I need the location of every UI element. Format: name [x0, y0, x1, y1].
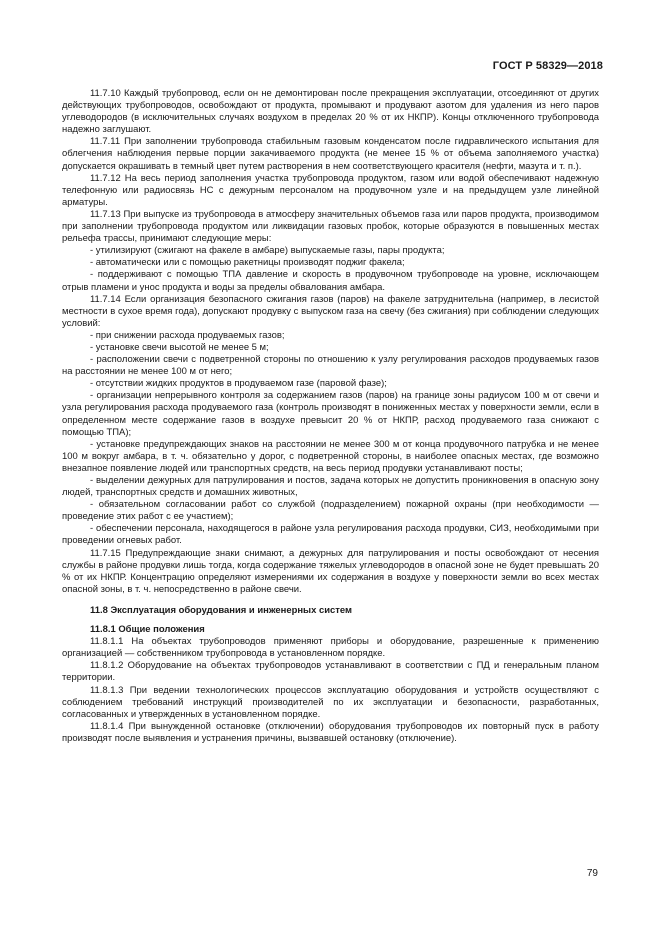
paragraph: 11.7.10 Каждый трубопровод, если он не демонтирован после прекращения эксплуатации, отсоединяют от других действующих трубопроводов, освобождают от продукта, промывают и продувают азотом для удаления из него паров углеводородов (в исключительных случаях воздухом в пределах 20 % от их НКПР). Концы отключенного трубопровода надежно заглушают.	[62, 88, 599, 136]
paragraph: 11.7.14 Если организация безопасного сжигания газов (паров) на факеле затруднительна (например, в лесистой местности в сухое время года), допускают продувку с выпуском газа на свечу (без сжигания) при соблюдении следующих условий:	[62, 293, 599, 329]
page-number: 79	[586, 868, 598, 879]
document-body	[62, 88, 599, 745]
list-item: - поддерживают с помощью ТПА давление и скорость в продувочном трубопроводе на уровне, исключающем отрыв пламени и унос продукта и воды за пределы обвалования амбара.	[62, 269, 599, 293]
list-item: - при снижении расхода продуваемых газов;	[90, 329, 285, 341]
list-item: - автоматически или с помощью ракетницы производят поджиг факела;	[90, 257, 405, 269]
section-heading: 11.8 Эксплуатация оборудования и инженерных систем	[90, 604, 353, 616]
paragraph: 11.8.1.3 При ведении технологических процессов эксплуатацию оборудования и устройств осуществляют с соблюдением требований инструкций производителей по их эксплуатации и безопасности, разработанных, согласованных и утвержденных в установленном порядке.	[62, 684, 599, 720]
list-item: - выделении дежурных для патрулирования и постов, задача которых не допустить проникновения в опасную зону людей, транспортных средств и домашних животных,	[62, 475, 599, 499]
list-item: - организации непрерывного контроля за содержанием газов (паров) на границе зоны радиусом 100 м от свечи и узла регулирования расхода продуваемого газа (контроль производят в пониженных местах у поверхности земли, если в определенном месте содержание газов в воздухе превысит 20 % от НКПР, расход продуваемого газа снижают с помощью ТПА);	[62, 390, 599, 438]
list-item: - обязательном согласовании работ со службой (подразделением) пожарной охраны (при необходимости — проведение этих работ с ее участием);	[62, 499, 599, 523]
list-item: - установке свечи высотой не менее 5 м;	[90, 341, 269, 353]
paragraph: 11.7.15 Предупреждающие знаки снимают, а дежурных для патрулирования и посты освобождают от несения службы в районе продувки лишь тогда, когда содержание тяжелых углеводородов в опасной зоне не будет превышать 20 % от их НКПР. Концентрацию определяют измерениями их содержания в воздухе у поверхности земли во всех местах опасной зоны, в т. ч. непосредственно в районе свечи.	[62, 547, 599, 595]
list-item: - отсутствии жидких продуктов в продуваемом газе (паровой фазе);	[90, 378, 387, 390]
list-item: - обеспечении персонала, находящегося в районе узла регулирования расхода продувки, СИЗ, необходимыми при проведении огневых работ.	[62, 523, 599, 547]
list-item: - расположении свечи с подветренной стороны по отношению к узлу регулирования расходов продуваемых газов на расстоянии не менее 100 м от него;	[62, 354, 599, 378]
paragraph: 11.8.1.4 При вынужденной остановке (отключении) оборудования трубопроводов их повторный пуск в работу производят после выявления и устранения причины, вызвавшей остановку (отключение).	[62, 720, 599, 744]
paragraph: 11.7.11 При заполнении трубопровода стабильным газовым конденсатом после гидравлического испытания для облегчения наблюдения первые порции закачиваемого продукта (не менее 15 % от объема заполняемого участка) допускается окрашивать в темный цвет путем растворения в нем соответствующего красителя (нефти, мазута и т. п.).	[62, 136, 599, 172]
paragraph: 11.8.1.2 Оборудование на объектах трубопроводов устанавливают в соответствии с ПД и генеральным планом территории.	[62, 660, 599, 684]
subsection-heading: 11.8.1 Общие положения	[90, 624, 205, 636]
list-item: - установке предупреждающих знаков на расстоянии не менее 300 м от конца продувочного патрубка и не менее 100 м вокруг амбара, в т. ч. обязательно у дорог, с подветренной стороны, в наиболее опасных местах, где возможно внезапное появление людей или транспортных средств, на весь период продувки устанавливают посты;	[62, 438, 599, 474]
paragraph: 11.7.13 При выпуске из трубопровода в атмосферу значительных объемов газа или паров продукта, производимом при заполнении трубопровода продуктом или ликвидации газовых пробок, которые образуются в повышенных местах рельефа трассы, принимают следующие меры:	[62, 208, 599, 245]
paragraph: 11.7.12 На весь период заполнения участка трубопровода продуктом, газом или водой обеспечивают надежную телефонную или радиосвязь НС с дежурным персоналом на продувочном узле и на предыдущем узле линейной арматуры.	[62, 172, 599, 208]
paragraph: 11.8.1.1 На объектах трубопроводов применяют приборы и оборудование, разрешенные к применению организацией — собственником трубопровода в установленном порядке.	[62, 636, 599, 660]
document-id: ГОСТ Р 58329—2018	[492, 60, 603, 72]
list-item: - утилизируют (сжигают на факеле в амбаре) выпускаемые газы, пары продукта;	[90, 245, 445, 257]
